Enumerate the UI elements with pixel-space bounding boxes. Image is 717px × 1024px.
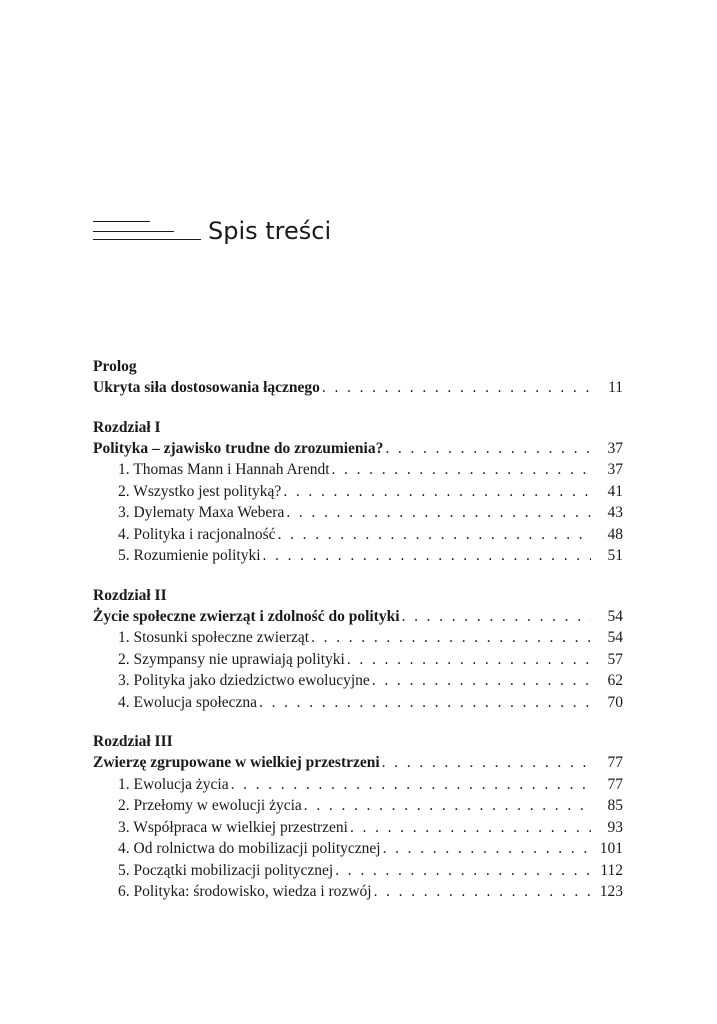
entry-title: Życie społeczne zwierząt i zdolność do polityki — [93, 607, 400, 625]
entry-title: 3. Polityka jako dziedzictwo ewolucyjne — [118, 672, 370, 689]
entry-title: Zwierzę zgrupowane w wielkiej przestrzeni — [93, 754, 380, 771]
entry-title: 1. Stosunki społeczne zwierząt — [118, 629, 310, 646]
section-label: Prolog — [93, 358, 137, 375]
entry-title: 2. Przełomy w ewolucji życia — [118, 797, 302, 814]
entry-title: 1. Thomas Mann i Hannah Arendt — [118, 461, 330, 478]
entry-title: Polityka – zjawisko trudne do zrozumienia? — [93, 439, 384, 457]
chapter-title-entry[interactable] — [93, 377, 623, 399]
subsection-entry[interactable] — [93, 838, 623, 860]
entry-title: 2. Wszystko jest polityką? — [118, 482, 282, 500]
heading-rule-long — [93, 239, 201, 240]
dot-leader — [385, 438, 591, 460]
heading-rule-short — [93, 221, 150, 222]
page-number: 37 — [607, 461, 623, 478]
subsection-entry[interactable] — [93, 524, 623, 546]
entry-title: 1. Ewolucja życia — [118, 775, 229, 793]
dot-leader — [382, 752, 591, 774]
page-number: 93 — [607, 818, 623, 836]
dot-leader — [286, 502, 591, 524]
table-of-contents — [93, 356, 623, 921]
entry-title: 2. Szympansy nie uprawiają polityki — [118, 650, 345, 668]
subsection-entry[interactable] — [93, 881, 623, 903]
subsection-entry[interactable] — [93, 774, 623, 796]
entry-title: 3. Współpraca w wielkiej przestrzeni — [118, 818, 348, 836]
subsection-entry[interactable] — [93, 481, 623, 503]
section-label: Rozdział II — [93, 586, 167, 604]
page-number: 77 — [607, 775, 623, 793]
subsection-entry[interactable] — [93, 649, 623, 671]
page-number: 62 — [607, 672, 623, 689]
page-number: 41 — [607, 482, 623, 500]
subsection-entry[interactable] — [93, 545, 623, 567]
page-title: Spis treści — [208, 217, 332, 245]
toc-section — [93, 731, 623, 903]
subsection-entry[interactable] — [93, 670, 623, 692]
page-number: 77 — [607, 754, 623, 771]
entry-title: 5. Rozumienie polityki — [118, 547, 261, 564]
page-number: 57 — [607, 650, 623, 668]
page-number: 112 — [600, 861, 623, 879]
dot-leader — [347, 649, 591, 671]
entry-title: Ukryta siła dostosowania łącznego — [93, 379, 320, 396]
page-number: 51 — [607, 547, 623, 564]
dot-leader — [372, 670, 591, 692]
dot-leader — [350, 817, 591, 839]
page-number: 48 — [607, 525, 623, 543]
chapter-title-entry[interactable] — [93, 752, 623, 774]
toc-section — [93, 585, 623, 714]
entry-title: 6. Polityka: środowisko, wiedza i rozwój — [118, 883, 372, 900]
dot-leader — [374, 881, 591, 903]
subsection-entry[interactable] — [93, 627, 623, 649]
entry-title: 4. Polityka i racjonalność — [118, 525, 276, 543]
dot-leader — [311, 627, 591, 649]
dot-leader — [332, 459, 591, 481]
entry-title: 3. Dylematy Maxa Webera — [118, 504, 285, 521]
chapter-title-entry[interactable] — [93, 438, 623, 460]
page-number: 85 — [607, 797, 623, 814]
entry-title: 4. Od rolnictwa do mobilizacji politycznej — [118, 840, 381, 857]
subsection-entry[interactable] — [93, 692, 623, 714]
toc-section — [93, 356, 623, 399]
dot-leader — [322, 377, 591, 399]
page-number: 43 — [607, 504, 623, 521]
dot-leader — [259, 692, 591, 714]
subsection-entry[interactable] — [93, 459, 623, 481]
toc-heading — [93, 214, 393, 254]
page-number: 54 — [607, 607, 623, 625]
dot-leader — [383, 838, 591, 860]
page-number: 11 — [608, 379, 623, 396]
dot-leader — [335, 860, 591, 882]
section-label: Rozdział I — [93, 418, 161, 436]
page-number: 101 — [599, 840, 623, 857]
entry-title: 4. Ewolucja społeczna — [118, 693, 258, 711]
toc-section — [93, 417, 623, 567]
dot-leader — [263, 545, 592, 567]
subsection-entry[interactable] — [93, 502, 623, 524]
page-number: 123 — [599, 883, 623, 900]
subsection-entry[interactable] — [93, 795, 623, 817]
section-label: Rozdział III — [93, 733, 173, 750]
dot-leader — [283, 481, 591, 503]
dot-leader — [304, 795, 591, 817]
dot-leader — [231, 774, 591, 796]
page-number: 70 — [607, 693, 623, 711]
dot-leader — [278, 524, 591, 546]
page-number: 37 — [607, 439, 623, 457]
page-number: 54 — [607, 629, 623, 646]
subsection-entry[interactable] — [93, 817, 623, 839]
entry-title: 5. Początki mobilizacji politycznej — [118, 861, 334, 879]
heading-rule-medium — [93, 231, 174, 232]
subsection-entry[interactable] — [93, 860, 623, 882]
dot-leader — [402, 606, 591, 628]
chapter-title-entry[interactable] — [93, 606, 623, 628]
